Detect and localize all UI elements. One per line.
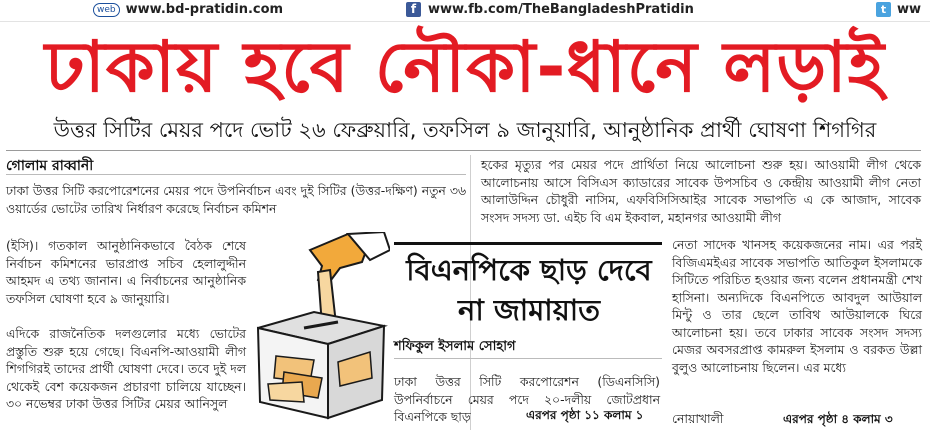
body-paragraph-5: নেতা সাদেক খানসহ কয়েকজনের নাম। এর পরই বিজিএমইএর সাবেক সভাপতি আতিকুল ইসলামকে সিটিতে পরিচিত হওয়ার জন্য বলেন প্রধানমন্ত্রী শেখ হাসিনা। অন্যদিকে বিএনপিতে আবদুল আউয়াল মিন্টু ও তার ছেলে তাবিথ আউয়ালকে ঘিরে আলোচনা হয়। তবে ঢাকার সাবেক সংসদ সদস্য মেজর অবসরপ্রাপ্ত কামরুল ইসলাম ও বরকত উল্লা বুলুও আলোচনায় ছিলেন। এর মধ্যে — [672, 237, 922, 375]
body-paragraph-4: হকের মৃত্যুর পর মেয়র পদে প্রার্থিতা নিয়ে আলোচনা শুরু হয়। আওয়ামী লীগ থেকে আলোচনায় আসে বিসিএস ক্যাডারের সাবেক উপসচিব ও কেন্দ্রীয় আওয়ামী লীগ নেতা আলাউদ্দিন চৌধুরী নাসিম, এফবিসিসিআইর সাবেক সভাপতি এ কে আজাদ, সাবেক সংসদ সদস্য ডা. এইচ বি এম ইকবাল, মহানগর আওয়ামী লীগ — [481, 157, 921, 225]
sidebar-story-title: বিএনপিকে ছাড় দেবে না জামায়াত — [406, 253, 652, 327]
website-url[interactable]: www.bd-pratidin.com — [125, 2, 284, 17]
sidebar-story-top-rule — [394, 242, 662, 245]
headline: ঢাকায় হবে নৌকা-ধানে লড়াই — [44, 26, 886, 108]
continuation-note: এরপর পৃষ্ঠা ৪ কলাম ৩ — [783, 412, 893, 426]
sidebar-story-divider — [394, 358, 662, 359]
sidebar-story-continuation: এরপর পৃষ্ঠা ১১ কলাম ১ — [526, 408, 644, 422]
body-paragraph-1: ঢাকা উত্তর সিটি করপোরেশনের মেয়র পদে উপনির্বাচন এবং দুই সিটির (উত্তর-দক্ষিণ) নতুন ৩৬ ওয়ার্ডের ভোটের তারিখ নির্ধারণ করেছে নির্বাচন কমিশন — [6, 183, 466, 216]
headline-divider — [6, 150, 921, 151]
web-icon: web — [93, 3, 120, 17]
twitter-url[interactable]: ww — [897, 2, 922, 17]
sidebar-story-text: ঢাকা উত্তর সিটি করপোরেশন (ডিএনসিসি) উপনির্বাচনে মেয়র পদে ২০-দলীয় জোটপ্রধান বিএনপিকে ছাড় — [394, 374, 660, 424]
body-paragraph-3: এদিকে রাজনৈতিক দলগুলোর মধ্যে ভোটের প্রস্তুতি শুরু হয়ে গেছে। বিএনপি-আওয়ামী লীগ শিগগিরই তাদের প্রার্থী ঘোষণা দেবে। তবে দুই দল থেকেই বেশ কয়েকজন প্রচারণা চালিয়ে যাচ্ছেন। ৩০ নভেম্বর ঢাকা উত্তর সিটির মেয়র আনিসুল — [6, 326, 246, 411]
twitter-link[interactable] — [876, 2, 921, 17]
subheadline: উত্তর সিটির মেয়র পদে ভোট ২৬ ফেব্রুয়ারি, তফসিল ৯ জানুয়ারি, আনুষ্ঠানিক প্রার্থী ঘোষণা শিগগির — [53, 118, 877, 142]
facebook-url[interactable]: www.fb.com/TheBangladeshPratidin — [428, 2, 694, 17]
twitter-icon: t — [876, 2, 891, 17]
facebook-icon: f — [406, 2, 421, 17]
sidebar-story-byline: শফিকুল ইসলাম সোহাগ — [394, 339, 516, 354]
ballot-box-hand-icon — [252, 232, 390, 422]
facebook-link[interactable] — [406, 2, 694, 17]
body-paragraph-2: (ইসি)। গতকাল আনুষ্ঠানিকভাবে বৈঠক শেষে নির্বাচন কমিশনের ভারপ্রাপ্ত সচিব হেলালুদ্দীন আহমদ এ তথ্য জানান। এ নির্বাচনের আনুষ্ঠানিক তফসিল ঘোষণা হবে ৯ জানুয়ারি। — [6, 238, 246, 306]
top-banner — [0, 0, 930, 22]
byline-divider — [6, 174, 466, 175]
website-link[interactable] — [93, 2, 283, 17]
paragraph-trailing-word: নোয়াখালী — [672, 411, 724, 426]
byline: গোলাম রাব্বানী — [6, 158, 94, 174]
